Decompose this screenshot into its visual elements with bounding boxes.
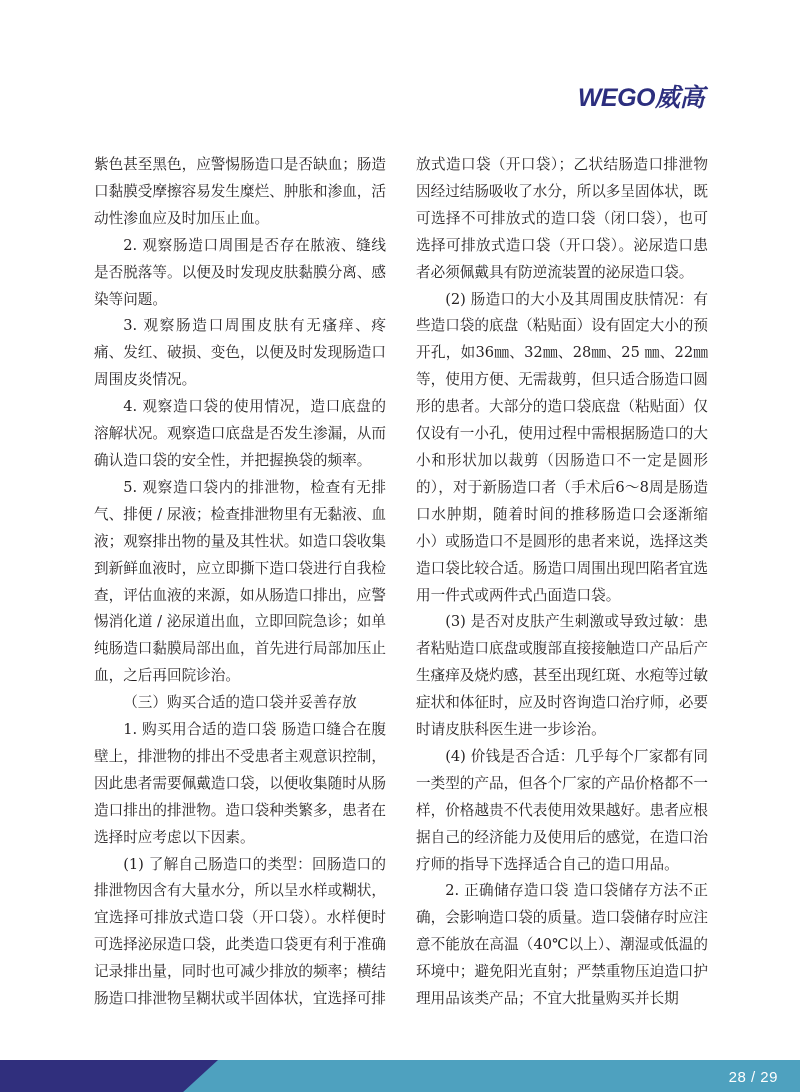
wego-logo: WEGO威高	[577, 84, 704, 112]
page-number: 28 / 29	[728, 1069, 778, 1086]
paragraph: 紫色甚至黑色，应警惕肠造口是否缺血；肠造口黏膜受摩擦容易发生糜烂、肿胀和渗血，活动性渗血应及时加压止血。	[94, 156, 386, 227]
paragraph: 2. 正确储存造口袋 造口袋储存方法不正确，会影响造口袋的质量。造口袋储存时应注意不能放在高温（40℃以上）、潮湿或低温的环境中；避免阳光直射；严禁重物压迫造口护理用品该类产品；不宜大批量购买并长期	[416, 882, 708, 1008]
paragraph: 5. 观察造口袋内的排泄物，检查有无排气、排便 / 尿液；检查排泄物里有无黏液、血液；观察排出物的量及其性状。如造口袋收集到新鲜血液时，应立即撕下造口袋进行自我检查，评估血液的来源，如从肠造口排出，应警惕消化道 / 泌尿道出血，立即回院急诊；如单纯肠造口黏膜局部出血，首先进行局部加压止血，之后再回院诊治。	[94, 478, 386, 685]
section-heading: （三）购买合适的造口袋并妥善存放	[123, 694, 357, 712]
paragraph: 3. 观察肠造口周围皮肤有无瘙痒、疼痛、发红、破损、变色，以便及时发现肠造口周围皮炎情况。	[94, 317, 386, 389]
right-column	[416, 152, 708, 1013]
paragraph: (4) 价钱是否合适：几乎每个厂家都有同一类型的产品，但各个厂家的产品价格都不一样，价格越贵不代表使用效果越好。患者应根据自己的经济能力及使用后的感觉，在造口治疗师的指导下选择适合自己的造口用品。	[416, 747, 708, 873]
left-column	[94, 152, 386, 1013]
paragraph: (3) 是否对皮肤产生刺激或导致过敏：患者粘贴造口底盘或腹部直接接触造口产品后产生瘙痒及烧灼感，甚至出现红斑、水疱等过敏症状和体征时，应及时咨询造口治疗师，必要时请皮肤科医生进一步诊治。	[416, 613, 708, 739]
paragraph: 1. 购买用合适的造口袋 肠造口缝合在腹壁上，排泄物的排出不受患者主观意识控制，因此患者需要佩戴造口袋，以便收集随时从肠造口排出的排泄物。造口袋种类繁多，患者在选择时应考虑以下因素。	[94, 721, 386, 846]
footer-accent	[0, 1060, 218, 1092]
paragraph: (1) 了解自己肠造口的类型：回肠造口的排泄物因含有大量水分，所以呈水样或糊状，宜选择可排放式造口袋（开口袋）。水样便时可选择泌尿造口袋，此类造口袋更有利于准确记录排出量，同时也可减少排放的频率；横结肠造口排泄物呈糊状或半固体状，宜选择可排	[94, 855, 386, 1008]
paragraph: 4. 观察造口袋的使用情况，造口底盘的溶解状况。观察造口底盘是否发生渗漏，从而确认造口袋的安全性，并把握换袋的频率。	[94, 398, 386, 469]
paragraph: 放式造口袋（开口袋）；乙状结肠造口排泄物因经过结肠吸收了水分，所以多呈固体状，既可选择不可排放式的造口袋（闭口袋），也可选择可排放式造口袋（开口袋）。泌尿造口患者必须佩戴具有防逆流装置的泌尿造口袋。	[416, 156, 708, 281]
paragraph: (2) 肠造口的大小及其周围皮肤情况：有些造口袋的底盘（粘贴面）设有固定大小的预开孔，如36㎜、32㎜、28㎜、25 ㎜、22㎜等，使用方便、无需裁剪，但只适合肠造口圆形的患者。大部分的造口袋底盘（粘贴面）仅仅设有一小孔，使用过程中需根据肠造口的大小和形状加以裁剪（因肠造口不一定是圆形的），对于新肠造口者（手术后6～8周是肠造口水肿期，随着时间的推移肠造口会逐渐缩小）或肠造口不是圆形的患者来说，选择这类造口袋比较合适。肠造口周围出现凹陷者宜选用一件式或两件式凸面造口袋。	[416, 290, 708, 604]
paragraph: 2. 观察肠造口周围是否存在脓液、缝线是否脱落等。以便及时发现皮肤黏膜分离、感染等问题。	[94, 236, 386, 308]
